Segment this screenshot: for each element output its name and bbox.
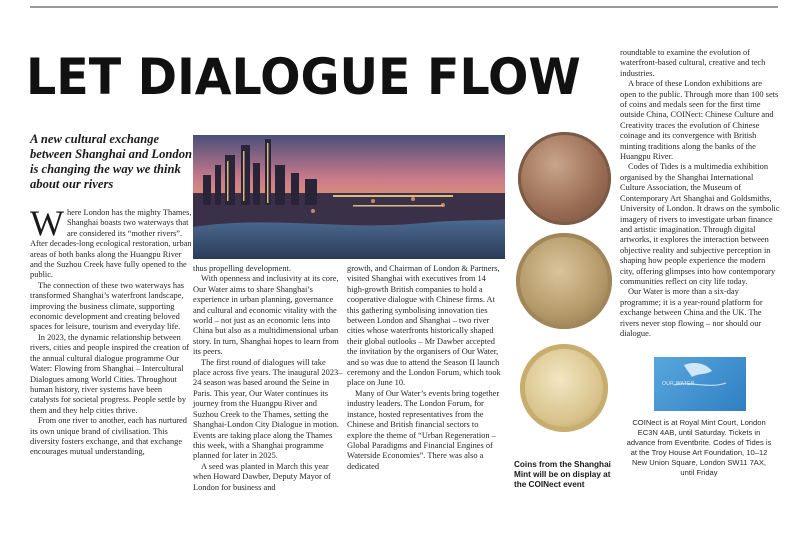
article-column-3 [347, 264, 505, 472]
shanghai-skyline-photo [193, 135, 505, 259]
paragraph-1-text: here London has the mighty Thames, Shanghai boasts two waterways that are considered its “mother rivers”. After decades-long ecological restoration, urban areas of both banks along the Huangpu River and the Suzhou Creek have fully opened to the public. [30, 208, 192, 280]
coin-image-opera [520, 344, 608, 432]
paragraph-14: Our Water is more than a six-day programme; it is a year-round platform for exchange between China and the UK. The rivers never stop flowing – nor should our dialogue. [620, 287, 763, 338]
drop-cap: W [30, 203, 64, 243]
our-water-thumbnail [654, 357, 746, 411]
article-column-1 [30, 203, 192, 458]
paragraph-3: In 2023, the dynamic relationship between rivers, cities and people inspired the creation of the annual cultural dialogue programme Our Water: Flowing from Shanghai – Intercultural Dialogues among World Cities. Throughout human history, river systems have been catalysts for societal progress. People settle by them and they help cities thrive. [30, 332, 190, 415]
coin-image-dragon [516, 233, 612, 329]
paragraph-1 [30, 203, 192, 281]
paragraph-4: From one river to another, each has nurtured its own unique brand of civilisation. This diversity fosters exchange, and that exchange encourages mutual understanding, [30, 416, 187, 457]
top-rule [30, 6, 778, 8]
article-column-2 [193, 264, 343, 493]
paragraph-10: Many of Our Water’s events bring together industry leaders. The London Forum, for instance, hosted representatives from the Chinese and British financial sectors to explore the theme of “Urban Regeneration – Global Paradigms and Financial Engines of Waterside Economies”. There was also a dedicated [347, 388, 500, 471]
paragraph-9: growth, and Chairman of London & Partners, visited Shanghai with executives from 14 high-growth British companies to hold a cooperative dialogue with Chinese firms. At this gathering symbolising innovation ties between London and Shanghai – two river cities whose waterfronts historically shaped their global outlooks – Mr Dawber accepted the invitation by the organisers of Our Water, and so was due to attend the Season II launch ceremony and the London Forum, which took place on June 10. [347, 264, 501, 388]
coin-image-bronze [518, 132, 611, 225]
standfirst: A new cultural exchange between Shanghai and London is changing the way we think about our rivers [30, 132, 193, 191]
paragraph-6: With openness and inclusivity at its core, Our Water aims to share Shanghai’s experience in urban planning, governance and cultural and economic vitality with the world – not just as an economic lens into China but also as a multidimensional urban story. In turn, Shanghai hopes to learn from its peers. [193, 274, 339, 357]
article-column-4 [620, 48, 780, 339]
headline: LET DIALOGUE FLOW [26, 48, 581, 106]
paragraph-5: thus propelling development. [193, 264, 291, 273]
paragraph-2: The connection of these two waterways has transformed Shanghai’s waterfront landscape, improving the business climate, supporting economic development and creating beloved spaces for leisure, tourism and everyday life. [30, 280, 185, 332]
coin-caption: Coins from the Shanghai Mint will be on display at the COINect event [514, 460, 611, 489]
thumbnail-label: OUR WATER [662, 381, 695, 387]
paragraph-12: A brace of these London exhibitions are open to the public. Through more than 100 sets of coins and medals seen for the first time outside China, COINect: Chinese Culture and Creativity traces the evolution of Chinese coinage and its convergence with British minting traditions along the banks of the Huangpu River. [620, 79, 779, 162]
event-info: COINect is at Royal Mint Court, London EC3N 4AB, until Saturday. Tickets in advance from Eventbrite. Codes of Tides is at the Troy House Art Foundation, 10–12 New Union Square, London SW11 7AX, until Friday [626, 418, 772, 477]
paragraph-11: roundtable to examine the evolution of waterfront-based cultural, creative and tech industries. [620, 48, 766, 78]
paragraph-7: The first round of dialogues will take place across five years. The inaugural 2023–24 season was based around the Seine in Paris. This year, Our Water continues its journey from the Huangpu River and Suzhou Creek to the Thames, setting the Shanghai-London City Dialogue in motion. Events are taking place along the Thames this week, with a Shanghai programme planned for later in 2025. [193, 357, 343, 461]
paragraph-8: A seed was planted in March this year when Howard Dawber, Deputy Mayor of London for business and [193, 461, 331, 492]
paragraph-13: Codes of Tides is a multimedia exhibition organised by the Shanghai International Culture Association, the Museum of Contemporary Art Shanghai and Goldsmiths, University of London. It draws on the symbolic imagery of rivers to investigate urban finance and artistic imagination. Through digital artworks, it explores the interaction between objective reality and subjective perception in shaping how people experience the modern city, offering glimpses into how contemporary communities reflect on city life today. [620, 162, 780, 286]
